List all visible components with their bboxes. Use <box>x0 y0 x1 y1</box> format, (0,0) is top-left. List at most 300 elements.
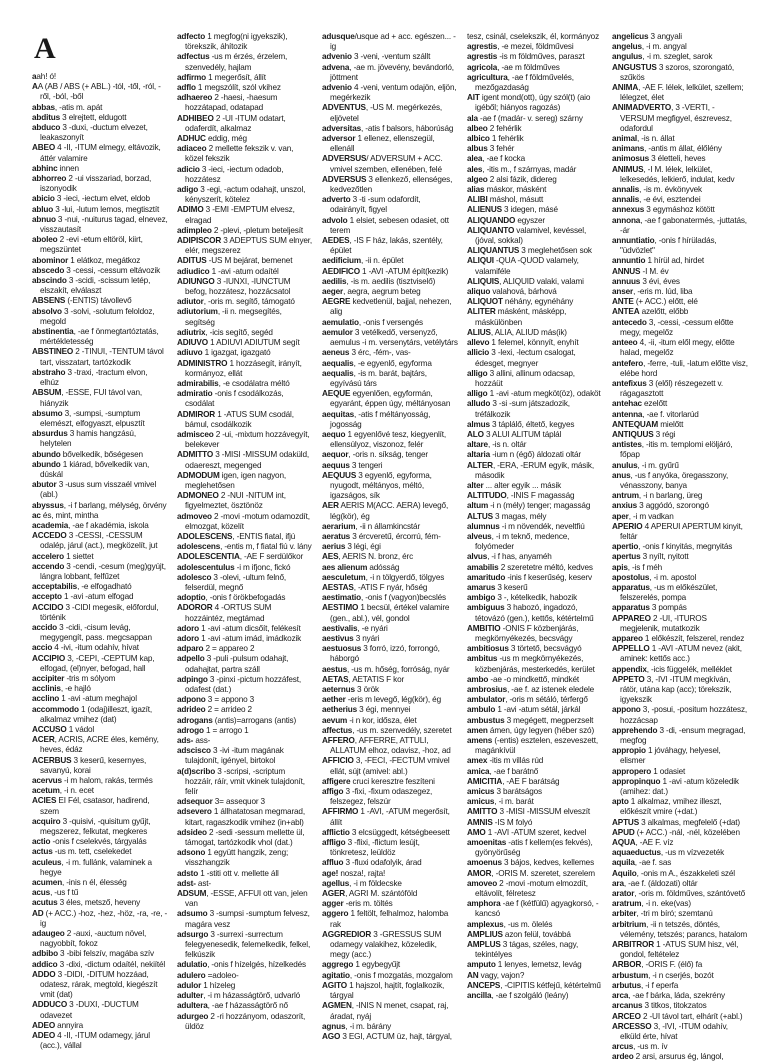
dictionary-entry <box>177 726 313 736</box>
dictionary-entry <box>612 1042 748 1052</box>
dictionary-entry <box>612 1001 748 1011</box>
dictionary-entry <box>467 828 603 838</box>
entry-headword: adpono <box>177 695 206 705</box>
entry-headword: agrestis <box>467 42 498 52</box>
entry-headword: adurgeo <box>177 1011 209 1021</box>
entry-definition: , -atis m. apát <box>54 102 103 112</box>
entry-headword: aequalis <box>322 368 354 378</box>
dictionary-entry <box>612 920 748 940</box>
entry-headword: affligo <box>322 838 346 848</box>
entry-definition: 3, -sumpsi, -sumptum elemészt, elfogyaszt, elpusztít <box>40 408 145 428</box>
entry-definition: 3 bájos, kedves, kellemes <box>501 858 595 868</box>
entry-headword: adulatio <box>177 960 208 970</box>
entry-headword: adsono <box>177 848 206 858</box>
entry-headword: ANTEA <box>612 307 640 317</box>
dictionary-entry <box>467 685 603 695</box>
entry-definition: 1 odasiet <box>651 766 686 776</box>
entry-headword: ADSUM <box>177 889 207 899</box>
dictionary-entry <box>32 705 168 725</box>
dictionary-entry <box>467 440 603 450</box>
entry-definition: 3 angyali <box>648 32 682 41</box>
entry-definition: 3 -cidi, -cisum levág, megygengít, pass. megcsappan <box>40 622 152 643</box>
entry-headword: adoro <box>177 623 199 633</box>
dictionary-entry <box>467 705 603 715</box>
dictionary-entry <box>177 144 313 164</box>
entry-definition: , ALIA, ALIUD más(ik) <box>490 327 567 337</box>
dictionary-entry <box>612 971 748 981</box>
entry-headword: anser <box>612 287 634 297</box>
entry-headword: allevo <box>467 338 490 348</box>
entry-headword: apertio <box>612 542 639 552</box>
entry-headword: animal <box>612 134 638 144</box>
dictionary-entry <box>612 1012 748 1022</box>
entry-definition: valamivel, kevéssel, (jóval, sokkal) <box>475 225 587 246</box>
entry-definition: -tris m sólyom <box>64 673 116 683</box>
dictionary-entry <box>322 981 458 1001</box>
entry-headword: ANGUSTUS <box>612 62 657 72</box>
entry-definition: , -onis f versengés <box>358 317 423 327</box>
entry-definition: , -e egyenlő, egyforma <box>353 358 432 368</box>
dictionary-entry <box>322 328 458 348</box>
entry-headword: AD <box>32 908 44 918</box>
entry-definition: 3 -usus sum visszaél vmivel (abl.) <box>40 480 157 500</box>
dictionary-entry <box>612 1052 748 1062</box>
dictionary-entry <box>612 267 748 277</box>
dictionary-entry <box>322 695 458 705</box>
entry-definition: , -onis f kinyitás, megnyitás <box>638 542 733 552</box>
dictionary-entry <box>467 869 603 879</box>
entry-headword: ANIMUS <box>612 164 644 174</box>
entry-headword: ADOLESCENS <box>177 531 233 541</box>
entry-definition: , -onis f mozgatás, mozgalom <box>349 970 453 980</box>
entry-headword: alias <box>467 185 485 195</box>
entry-headword: APTUS <box>612 817 639 827</box>
entry-headword: adsumo <box>177 909 208 919</box>
entry-definition: ezelőtt <box>641 399 668 409</box>
entry-headword: AER <box>322 501 339 511</box>
entry-headword: aratrum <box>612 899 642 909</box>
entry-headword: AEDES <box>322 236 350 246</box>
entry-definition: 3 táplálő, éltető, kegyes <box>489 419 575 429</box>
entry-definition: 1 egybegyűjt <box>353 960 401 970</box>
dictionary-entry <box>612 858 748 868</box>
dictionary-entry <box>322 736 458 756</box>
entry-definition: , -i m házasságtörő, udvarló <box>203 991 301 1001</box>
dictionary-entry <box>467 563 603 573</box>
entry-headword: aerarium <box>322 521 356 531</box>
dictionary-entry <box>612 777 748 797</box>
dictionary-entry <box>177 542 313 552</box>
entry-headword: adoro <box>177 633 199 643</box>
entry-definition: -eris m. töltés <box>343 899 393 909</box>
entry-definition: 3 -duxi, -ductum elvezet, leakaszonyít <box>40 123 148 143</box>
dictionary-entry <box>467 777 603 787</box>
entry-headword: arcus <box>612 1042 634 1052</box>
entry-headword: adicio <box>177 164 200 174</box>
entry-definition: 1 siettet <box>64 551 94 561</box>
entry-headword: aesculetum <box>322 572 366 582</box>
entry-headword: accelero <box>32 551 65 561</box>
entry-definition: , -i m vadkan <box>628 511 674 521</box>
dictionary-entry <box>322 807 458 827</box>
dictionary-entry <box>467 399 603 419</box>
entry-definition: -QUA -QUOD valamely, valamiféle <box>475 256 579 276</box>
dictionary-entry <box>177 52 313 72</box>
entry-definition: 3 meglehetősen sok <box>519 246 592 256</box>
entry-definition: 1 hízeleg <box>201 980 236 990</box>
entry-definition: , -atis f méltányosság, jogosság <box>330 409 431 429</box>
dictionary-entry <box>32 205 168 215</box>
dictionary-entry <box>612 277 748 287</box>
dictionary-entry <box>322 573 458 583</box>
dictionary-entry <box>322 154 458 174</box>
entry-headword: amphora <box>467 899 501 909</box>
entry-headword: arcanus <box>612 1001 643 1011</box>
dictionary-entry <box>612 960 748 970</box>
dictionary-entry <box>322 971 458 981</box>
dictionary-entry <box>612 818 748 828</box>
entry-definition: , -ESSE, AFFUI ott van, jelen van <box>185 889 308 909</box>
entry-headword: ADMITTO <box>177 450 214 460</box>
entry-headword: ALTER <box>467 460 493 470</box>
entry-definition: , -oris m. földműves, szántóvető <box>634 889 746 899</box>
entry-definition: -i m halom, rakás, termés <box>61 776 153 786</box>
entry-headword: APERIO <box>612 521 643 531</box>
dictionary-entry <box>322 410 458 430</box>
entry-definition: 3 ADEPTUS SUM elnyer, elér, megszerez <box>185 236 313 256</box>
entry-headword: AN <box>467 970 479 980</box>
entry-definition: 2 -NUI -NITUM int, figyelmeztet, ösztönöz <box>185 491 286 511</box>
entry-headword: abstraho <box>32 367 66 377</box>
entry-headword: ANNUS <box>612 266 641 276</box>
dictionary-entry <box>467 32 603 42</box>
entry-definition: -us m megkörnyékezés, közbenjárás, mesterkedés, kerület <box>475 654 595 674</box>
entry-definition: máskor, másként <box>484 185 547 195</box>
dictionary-entry <box>322 471 458 502</box>
entry-definition: 2 -haesi, -haesum hozzátapad, odatapad <box>185 93 278 113</box>
entry-definition: 2 -TINUI, -TENTUM távol tart, visszatart, tartózkodik <box>40 347 164 367</box>
dictionary-entry <box>467 899 603 919</box>
entry-headword: amaritudo <box>467 572 506 582</box>
entry-headword: adusque <box>322 32 355 41</box>
entry-headword: ambitiosus <box>467 644 509 654</box>
entry-headword: agitatio <box>322 970 350 980</box>
entry-headword: appendix <box>612 664 647 674</box>
entry-definition: néhány, egynéhány <box>502 297 574 307</box>
entry-headword: adsevero <box>177 807 212 817</box>
entry-definition: , -ae f akadémia, iskola <box>68 520 149 530</box>
entry-headword: accepto <box>32 592 62 602</box>
entry-definition: 3 ércveretű, ércorrú, fém- <box>350 531 441 541</box>
entry-headword: ala <box>467 113 478 123</box>
entry-headword: apis <box>612 562 628 572</box>
entry-definition: , -e csodálatra méltó <box>218 378 290 388</box>
entry-headword: alter <box>467 480 484 490</box>
entry-definition: 2 arsi, arsurus ég, lángol, <box>633 1052 724 1062</box>
entry-headword: aliquo <box>467 287 491 297</box>
dictionary-entry <box>322 124 458 134</box>
dictionary-entry <box>177 654 313 674</box>
dictionary-entry <box>177 593 313 603</box>
entry-definition: , -INIS N menet, csapat, raj, áradat, nyáj <box>330 1001 449 1021</box>
entry-headword: ADEO <box>32 1020 56 1030</box>
dictionary-entry <box>467 420 603 430</box>
entry-definition: 3 EGI, ACTUM üz, hajt, tárgyal, <box>340 1031 452 1041</box>
dictionary-entry <box>32 123 168 143</box>
entry-definition: -I M. év <box>640 266 669 276</box>
entry-definition: , -entis m, f fiatal fiú v. lány <box>220 542 312 552</box>
entry-definition: , -CIPITIS kétfejű, kétértelmű <box>500 980 601 990</box>
entry-definition: , -i m. fullánk, valaminek a hegye <box>40 857 152 877</box>
dictionary-entry <box>612 461 748 471</box>
dictionary-entry <box>612 838 748 848</box>
entry-headword: almus <box>467 419 490 429</box>
entry-headword: adultera <box>177 1001 208 1011</box>
entry-headword: anulus <box>612 460 638 470</box>
entry-headword: AMNIS <box>467 817 493 827</box>
entry-headword: adiuvo <box>177 348 203 358</box>
entry-definition: , -onis f hírüladás, "üdvözlet" <box>620 236 717 256</box>
dictionary-entry <box>177 32 313 52</box>
entry-definition: , AGRI M. szántóföld <box>345 889 418 899</box>
entry-headword: aequor <box>322 450 349 460</box>
dictionary-entry <box>32 684 168 694</box>
entry-definition: 3 -solvi, -solutum feloldoz, megold <box>40 306 155 326</box>
entry-definition: 3 törtető, becsvágyó <box>508 644 582 654</box>
entry-headword: ADEO <box>32 1031 56 1041</box>
entry-headword: ambigo <box>467 593 496 603</box>
dictionary-entry <box>467 603 603 623</box>
entry-definition: , -e hajló <box>60 684 91 694</box>
entry-definition: , -itis m., f szárnyas, madár <box>482 164 577 174</box>
dictionary-entry <box>177 960 313 970</box>
entry-definition: 3 alkalmas, megfelelő (+dat) <box>639 817 741 827</box>
dictionary-column-2 <box>177 32 313 1031</box>
entry-headword: advena <box>322 62 350 72</box>
entry-headword: ambo <box>467 674 489 684</box>
dictionary-entry <box>177 348 313 358</box>
entry-headword: AMO <box>467 827 486 837</box>
dictionary-entry <box>322 532 458 542</box>
entry-definition: 1 előkészít, felszerel, rendez <box>642 633 745 643</box>
entry-headword: acetum <box>32 786 60 796</box>
entry-headword: amica <box>467 766 490 776</box>
entry-headword: agricola <box>467 62 498 72</box>
entry-headword: aboleo <box>32 235 58 245</box>
entry-definition: , -i m teknő, medence, folyómeder <box>475 531 570 552</box>
entry-headword: ALIUS <box>467 327 491 337</box>
dictionary-entry <box>467 818 603 828</box>
entry-headword: acquiro <box>32 816 61 826</box>
entry-headword: AMBITIO <box>467 623 501 633</box>
entry-headword: aedificium <box>322 256 361 266</box>
entry-definition: 3 égi, mennyei <box>357 705 411 715</box>
entry-definition: 2 -movi -motum elmozdít, eltávolít, félretesz <box>475 878 588 899</box>
dictionary-entry <box>322 675 458 685</box>
entry-definition: 3 -traxi, -tractum elvon, elhúz <box>40 367 148 388</box>
entry-definition: egyszer <box>515 215 545 225</box>
entry-headword: age! <box>322 868 339 878</box>
entry-headword: aestuosus <box>322 644 362 654</box>
entry-headword: amoveo <box>467 878 498 888</box>
entry-headword: annuntiatio <box>612 236 655 246</box>
entry-headword: aequus <box>322 460 350 470</box>
dictionary-entry <box>322 889 458 899</box>
dictionary-entry <box>467 338 603 348</box>
dictionary-entry <box>32 603 168 623</box>
dictionary-entry <box>612 430 748 440</box>
entry-headword: arbustum <box>612 970 649 980</box>
entry-definition: -onis f csodálkozás, csodálat <box>185 389 284 409</box>
entry-headword: arator <box>612 889 635 899</box>
entry-definition: 3, -CEPI, -CEPTUM kap, elfogad, (el)nyer, befogad, hall <box>40 653 155 673</box>
dictionary-entry <box>322 593 458 603</box>
entry-headword: adulter <box>177 991 204 1001</box>
entry-headword: AFFIRMO <box>322 807 359 817</box>
entry-definition: tesz, csinál, cselekszik, él, kormányoz <box>467 32 600 41</box>
entry-headword: adaugeo <box>32 929 65 939</box>
dictionary-entry <box>32 82 168 102</box>
entry-definition: , ALIQUID valaki, valami <box>499 276 584 286</box>
entry-headword: ADIMO <box>177 205 204 215</box>
dictionary-entry <box>177 603 313 623</box>
dictionary-entry <box>32 256 168 266</box>
entry-headword: AQUA <box>612 838 636 848</box>
dictionary-entry <box>467 583 603 593</box>
entry-headword: AMPLIUS <box>467 929 503 939</box>
dictionary-entry <box>612 32 748 42</box>
dictionary-entry <box>322 777 458 787</box>
dictionary-entry <box>177 563 313 573</box>
entry-headword: appono <box>612 705 641 715</box>
entry-headword: abditus <box>32 112 61 122</box>
entry-headword: amputo <box>467 960 496 970</box>
entry-headword: arbitrium <box>612 919 647 929</box>
dictionary-entry <box>32 562 168 582</box>
entry-headword: advenio <box>322 52 352 62</box>
entry-definition: 3 -CESSI, -CESSUM odalép, járul (act.), megközelít, jut <box>40 531 158 551</box>
entry-headword: APPELLO <box>612 644 650 654</box>
entry-definition: , -ORIS M. szeretet, szerelem <box>491 868 595 878</box>
entry-headword: anus <box>612 470 631 480</box>
entry-definition: 1 = arrogo 1 <box>203 725 249 735</box>
entry-headword: appropinquo <box>612 776 661 786</box>
dictionary-entry <box>177 695 313 705</box>
entry-definition: 1 feltölt, felhalmoz, halomba rak <box>330 909 449 929</box>
entry-headword: ACER <box>32 735 55 745</box>
dictionary-entry <box>467 216 603 226</box>
entry-headword: ADMONEO <box>177 491 219 501</box>
entry-headword: adiutrix <box>177 327 206 337</box>
dictionary-column-1 <box>32 32 168 1051</box>
entry-headword: ACCEDO <box>32 531 67 541</box>
dictionary-entry <box>467 756 603 766</box>
entry-headword: allicio <box>467 348 490 358</box>
dictionary-entry <box>467 501 603 511</box>
entry-headword: ambrosius <box>467 685 508 694</box>
entry-definition: 1 hajszol, hajtít, foglalkozik, tárgyal <box>330 980 445 1001</box>
dictionary-entry <box>467 277 603 287</box>
entry-definition: 1 -AVI -ATUM nevez (akit, aminek: kettős acc.) <box>620 644 742 664</box>
entry-definition: , -oris m. segítő, támogató <box>203 297 295 307</box>
dictionary-entry <box>612 42 748 52</box>
entry-headword: APPAREO <box>612 613 651 623</box>
entry-headword: amoenitas <box>467 838 507 848</box>
entry-definition: 1 -avi -atum odaítél <box>209 266 279 276</box>
dictionary-entry <box>467 654 603 674</box>
dictionary-entry <box>467 695 603 705</box>
entry-headword: ANIMADVERTO <box>612 103 672 113</box>
entry-definition: 3 elcsüggedt, kétségbeesett <box>349 827 450 837</box>
entry-definition: , -us m. szenvedély, szeretet <box>352 725 452 735</box>
dictionary-entry <box>322 297 458 317</box>
entry-headword: abyssus <box>32 500 64 510</box>
entry-headword: adverto <box>322 195 351 205</box>
entry-headword: ACERBUS <box>32 755 72 765</box>
entry-headword: ambustus <box>467 715 505 725</box>
dictionary-entry <box>32 694 168 704</box>
entry-definition: , -i m. szeglet, sarok <box>642 52 713 62</box>
dictionary-entry <box>177 134 313 144</box>
entry-headword: algeo <box>467 174 488 184</box>
dictionary-entry <box>467 981 603 991</box>
entry-headword: ADDO <box>32 969 56 979</box>
dictionary-entry <box>32 143 168 163</box>
entry-headword: adimpleo <box>177 225 212 235</box>
dictionary-entry <box>177 338 313 348</box>
dictionary-entry <box>322 256 458 266</box>
dictionary-entry <box>32 623 168 643</box>
entry-definition: 3 -cessi, -cessum eltávozik <box>64 265 161 275</box>
entry-headword: angelus <box>612 42 642 52</box>
entry-headword: annexus <box>612 205 645 215</box>
entry-definition: másként, másképp, máskülönben <box>475 307 567 327</box>
entry-definition: , -i m. barát <box>494 797 534 807</box>
entry-definition: 3 -, kételkedik, habozik <box>495 593 578 603</box>
entry-definition: 4, -ii, -itum elől megy, előtte halad, megelőz <box>620 338 735 358</box>
dictionary-entry <box>467 991 603 1001</box>
dictionary-entry <box>467 593 603 603</box>
dictionary-entry <box>322 644 458 664</box>
dictionary-entry <box>612 471 748 491</box>
entry-headword: adhaereo <box>177 93 213 103</box>
dictionary-entry <box>32 103 168 113</box>
entry-definition: 1 -avi -atum imád, imádkozik <box>199 633 302 643</box>
dictionary-entry <box>322 756 458 776</box>
dictionary-entry <box>612 195 748 205</box>
entry-definition: 2 -movi -motum odamozdít, elmozgat, közelít <box>185 511 310 531</box>
entry-definition: 2 mellette fekszik v. van, közel fekszik <box>185 144 294 164</box>
entry-definition: 3 titkos, titokzatos <box>642 1001 707 1011</box>
dictionary-entry <box>177 634 313 644</box>
entry-headword: actio <box>32 837 51 847</box>
entry-headword: ADOLESCENTIA <box>177 552 240 562</box>
entry-headword: aestivus <box>322 633 354 643</box>
entry-headword: ADIPISCOR <box>177 236 222 246</box>
dictionary-entry <box>322 318 458 328</box>
entry-definition: mielőtt <box>658 419 684 429</box>
entry-definition: 2 alsi fázik, didereg <box>487 174 557 184</box>
entry-headword: AMITTO <box>467 807 498 817</box>
entry-headword: AGER <box>322 889 346 899</box>
entry-headword: abstinentia <box>32 327 74 337</box>
entry-definition: , AERIS N. bronz, érc <box>338 552 414 562</box>
entry-headword: afflictio <box>322 827 350 837</box>
dictionary-entry <box>612 879 748 889</box>
dictionary-entry <box>177 981 313 991</box>
dictionary-entry <box>32 796 168 816</box>
entry-headword: adulor <box>177 980 202 990</box>
